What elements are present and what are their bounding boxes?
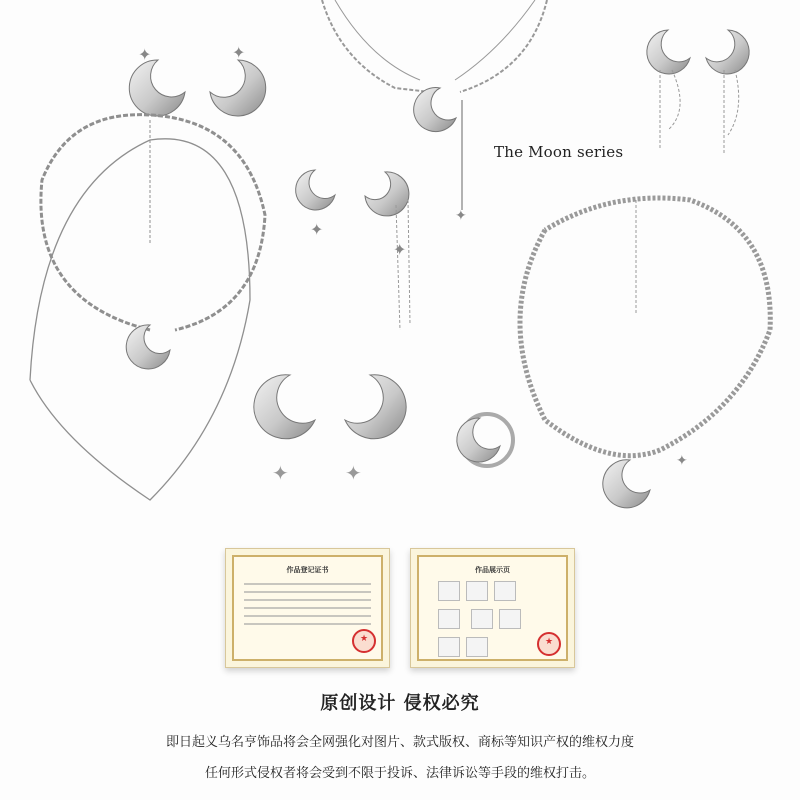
notice-line-1: 即日起义乌名亨饰品将会全网强化对图片、款式版权、商标等知识产权的维权力度	[165, 735, 634, 750]
svg-text:✦: ✦	[345, 461, 362, 485]
svg-text:✦: ✦	[232, 43, 246, 62]
svg-text:✦: ✦	[272, 461, 289, 485]
beaded-moon-choker	[520, 198, 770, 508]
registration-certificate	[225, 548, 390, 668]
svg-text:✦: ✦	[310, 220, 324, 239]
notice-line-2: 任何形式侵权者将会受到不限于投诉、法律诉讼等手段的维权打击。	[204, 766, 595, 781]
svg-text:✦: ✦	[138, 45, 152, 64]
copyright-heading: 原创设计 侵权必究	[320, 693, 480, 714]
moon-pendant-necklace-top	[322, 0, 547, 210]
large-moon-star-earrings	[254, 375, 406, 485]
work-display-certificate	[410, 548, 575, 668]
crescent-stud-earrings	[129, 43, 265, 116]
svg-text:✦: ✦	[676, 453, 688, 469]
svg-text:✦: ✦	[455, 208, 467, 224]
certificate-title: 作品登记证书	[286, 566, 329, 574]
layered-moon-necklace	[30, 115, 265, 500]
svg-text:✦: ✦	[393, 240, 407, 259]
moon-chain-drop-earrings	[647, 30, 749, 155]
moon-ring	[457, 414, 513, 466]
star-moon-dangle-earrings	[296, 170, 410, 330]
certificate-title: 作品展示页	[475, 566, 510, 574]
red-seal-icon	[352, 629, 376, 653]
series-title: The Moon series	[494, 143, 624, 161]
red-seal-icon	[537, 632, 561, 656]
